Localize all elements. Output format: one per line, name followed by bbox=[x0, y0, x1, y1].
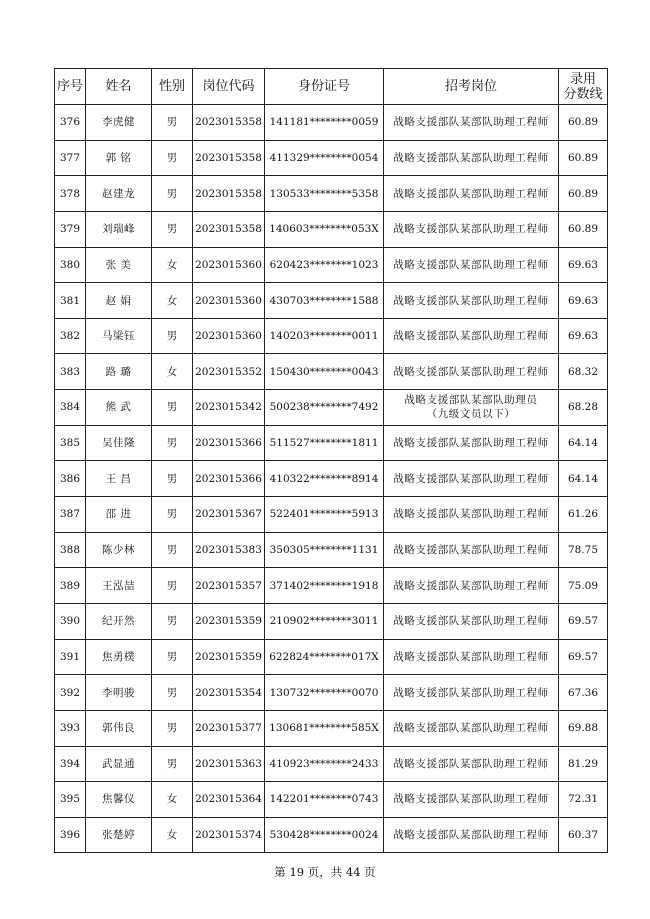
cell-gender: 男 bbox=[152, 211, 193, 247]
cell-score: 69.57 bbox=[559, 603, 608, 639]
cell-name: 张 美 bbox=[86, 247, 152, 283]
cell-gender: 男 bbox=[152, 532, 193, 568]
cell-score: 69.57 bbox=[559, 639, 608, 675]
cell-name: 郭 铭 bbox=[86, 140, 152, 176]
cell-gender: 男 bbox=[152, 425, 193, 461]
cell-post-code: 2023015354 bbox=[193, 675, 265, 711]
cell-id: 350305********1131 bbox=[265, 532, 384, 568]
cell-name: 赵 娟 bbox=[86, 283, 152, 319]
cell-score: 69.63 bbox=[559, 283, 608, 319]
cell-gender: 男 bbox=[152, 639, 193, 675]
cell-gender: 男 bbox=[152, 710, 193, 746]
cell-name: 马梁钰 bbox=[86, 318, 152, 354]
cell-position: 战略支援部队某部队助理工程师 bbox=[384, 211, 559, 247]
cell-name: 张楚婷 bbox=[86, 817, 152, 853]
cell-position-line1: 战略支援部队某部队助理员 bbox=[404, 394, 538, 407]
cell-id: 140203********0011 bbox=[265, 318, 384, 354]
cell-seq: 379 bbox=[55, 211, 86, 247]
cell-name: 刘瑞峰 bbox=[86, 211, 152, 247]
cell-position: 战略支援部队某部队助理工程师 bbox=[384, 461, 559, 497]
cell-post-code: 2023015360 bbox=[193, 283, 265, 319]
cell-id: 130533********5358 bbox=[265, 176, 384, 212]
cell-post-code: 2023015367 bbox=[193, 497, 265, 533]
cell-position: 战略支援部队某部队助理工程师 bbox=[384, 817, 559, 853]
cell-position: 战略支援部队某部队助理工程师 bbox=[384, 354, 559, 390]
cell-gender: 男 bbox=[152, 176, 193, 212]
cell-id: 530428********0024 bbox=[265, 817, 384, 853]
table-row bbox=[55, 461, 608, 497]
cell-name: 李明骏 bbox=[86, 675, 152, 711]
cell-post-code: 2023015364 bbox=[193, 782, 265, 818]
cell-score: 64.14 bbox=[559, 461, 608, 497]
table-row bbox=[55, 568, 608, 604]
cell-position: 战略支援部队某部队助理工程师 bbox=[384, 247, 559, 283]
cell-position: 战略支援部队某部队助理工程师 bbox=[384, 532, 559, 568]
cell-post-code: 2023015383 bbox=[193, 532, 265, 568]
cell-score: 64.14 bbox=[559, 425, 608, 461]
header-score-line1: 录用 bbox=[569, 71, 596, 87]
page-footer: 第 19 页，共 44 页 bbox=[274, 865, 376, 879]
cell-name: 熊 武 bbox=[86, 390, 152, 426]
cell-post-code: 2023015363 bbox=[193, 746, 265, 782]
table-row bbox=[55, 318, 608, 354]
cell-name: 郭伟良 bbox=[86, 710, 152, 746]
table-row bbox=[55, 675, 608, 711]
cell-seq: 383 bbox=[55, 354, 86, 390]
cell-seq: 384 bbox=[55, 390, 86, 426]
cell-score: 69.63 bbox=[559, 318, 608, 354]
cell-gender: 男 bbox=[152, 568, 193, 604]
cell-seq: 389 bbox=[55, 568, 86, 604]
cell-score: 68.32 bbox=[559, 354, 608, 390]
cell-seq: 382 bbox=[55, 318, 86, 354]
cell-gender: 男 bbox=[152, 675, 193, 711]
cell-gender: 女 bbox=[152, 247, 193, 283]
table-row bbox=[55, 283, 608, 319]
cell-score: 72.31 bbox=[559, 782, 608, 818]
cell-score: 60.89 bbox=[559, 211, 608, 247]
admission-table bbox=[54, 68, 608, 853]
cell-position: 战略支援部队某部队助理工程师 bbox=[384, 497, 559, 533]
cell-name: 王泓喆 bbox=[86, 568, 152, 604]
cell-seq: 385 bbox=[55, 425, 86, 461]
cell-post-code: 2023015358 bbox=[193, 105, 265, 141]
table-row bbox=[55, 532, 608, 568]
cell-post-code: 2023015374 bbox=[193, 817, 265, 853]
cell-post-code: 2023015366 bbox=[193, 461, 265, 497]
cell-id: 150430********0043 bbox=[265, 354, 384, 390]
cell-seq: 380 bbox=[55, 247, 86, 283]
cell-post-code: 2023015360 bbox=[193, 247, 265, 283]
cell-position: 战略支援部队某部队助理工程师 bbox=[384, 105, 559, 141]
cell-score: 60.89 bbox=[559, 105, 608, 141]
table-row bbox=[55, 211, 608, 247]
cell-gender: 男 bbox=[152, 390, 193, 426]
table-body bbox=[55, 105, 608, 853]
cell-name: 路 璐 bbox=[86, 354, 152, 390]
cell-post-code: 2023015358 bbox=[193, 211, 265, 247]
table-row bbox=[55, 746, 608, 782]
cell-position: 战略支援部队某部队助理工程师 bbox=[384, 140, 559, 176]
cell-id: 371402********1918 bbox=[265, 568, 384, 604]
cell-id: 511527********1811 bbox=[265, 425, 384, 461]
cell-score: 61.26 bbox=[559, 497, 608, 533]
cell-name: 武显通 bbox=[86, 746, 152, 782]
cell-seq: 395 bbox=[55, 782, 86, 818]
table-row bbox=[55, 497, 608, 533]
cell-gender: 男 bbox=[152, 105, 193, 141]
header-gender: 性别 bbox=[152, 69, 193, 105]
table-row bbox=[55, 390, 608, 426]
cell-id: 130681********585X bbox=[265, 710, 384, 746]
table-row bbox=[55, 710, 608, 746]
cell-post-code: 2023015352 bbox=[193, 354, 265, 390]
cell-score: 60.89 bbox=[559, 140, 608, 176]
cell-id: 141181********0059 bbox=[265, 105, 384, 141]
header-post-code: 岗位代码 bbox=[193, 69, 265, 105]
cell-position-line2: （九级文员以下） bbox=[426, 408, 516, 421]
cell-score: 60.37 bbox=[559, 817, 608, 853]
table-row bbox=[55, 105, 608, 141]
cell-name: 赵建龙 bbox=[86, 176, 152, 212]
cell-score: 81.29 bbox=[559, 746, 608, 782]
table-row bbox=[55, 247, 608, 283]
table-row bbox=[55, 176, 608, 212]
cell-name: 纪开然 bbox=[86, 603, 152, 639]
table-row bbox=[55, 817, 608, 853]
cell-score: 60.89 bbox=[559, 176, 608, 212]
cell-gender: 女 bbox=[152, 817, 193, 853]
cell-id: 130732********0070 bbox=[265, 675, 384, 711]
cell-score: 75.09 bbox=[559, 568, 608, 604]
cell-position: 战略支援部队某部队助理工程师 bbox=[384, 782, 559, 818]
cell-score: 67.36 bbox=[559, 675, 608, 711]
cell-name: 李虎健 bbox=[86, 105, 152, 141]
cell-position: 战略支援部队某部队助理工程师 bbox=[384, 568, 559, 604]
cell-seq: 376 bbox=[55, 105, 86, 141]
cell-gender: 男 bbox=[152, 497, 193, 533]
cell-position: 战略支援部队某部队助理工程师 bbox=[384, 603, 559, 639]
table-row bbox=[55, 782, 608, 818]
header-seq: 序号 bbox=[55, 69, 86, 105]
cell-name: 邵 进 bbox=[86, 497, 152, 533]
header-score-line2: 分数线 bbox=[563, 86, 603, 102]
cell-position: 战略支援部队某部队助理工程师 bbox=[384, 176, 559, 212]
cell-post-code: 2023015357 bbox=[193, 568, 265, 604]
cell-seq: 391 bbox=[55, 639, 86, 675]
cell-id: 620423********1023 bbox=[265, 247, 384, 283]
cell-score: 69.63 bbox=[559, 247, 608, 283]
cell-name: 吴佳隆 bbox=[86, 425, 152, 461]
cell-score: 69.88 bbox=[559, 710, 608, 746]
header-position: 招考岗位 bbox=[384, 69, 559, 105]
table-row bbox=[55, 603, 608, 639]
cell-seq: 396 bbox=[55, 817, 86, 853]
cell-id: 500238********7492 bbox=[265, 390, 384, 426]
cell-position: 战略支援部队某部队助理工程师 bbox=[384, 675, 559, 711]
cell-seq: 378 bbox=[55, 176, 86, 212]
cell-seq: 377 bbox=[55, 140, 86, 176]
cell-score: 68.28 bbox=[559, 390, 608, 426]
cell-gender: 女 bbox=[152, 354, 193, 390]
cell-id: 410322********8914 bbox=[265, 461, 384, 497]
cell-gender: 女 bbox=[152, 283, 193, 319]
header-name: 姓名 bbox=[86, 69, 152, 105]
cell-seq: 386 bbox=[55, 461, 86, 497]
cell-seq: 392 bbox=[55, 675, 86, 711]
cell-id: 411329********0054 bbox=[265, 140, 384, 176]
cell-post-code: 2023015366 bbox=[193, 425, 265, 461]
cell-id: 522401********5913 bbox=[265, 497, 384, 533]
cell-id: 140603********053X bbox=[265, 211, 384, 247]
header-score bbox=[559, 69, 608, 105]
cell-name: 焦馨仪 bbox=[86, 782, 152, 818]
cell-post-code: 2023015377 bbox=[193, 710, 265, 746]
cell-id: 142201********0743 bbox=[265, 782, 384, 818]
cell-post-code: 2023015358 bbox=[193, 140, 265, 176]
cell-score: 78.75 bbox=[559, 532, 608, 568]
cell-seq: 387 bbox=[55, 497, 86, 533]
cell-gender: 男 bbox=[152, 461, 193, 497]
cell-name: 王 昌 bbox=[86, 461, 152, 497]
cell-id: 622824********017X bbox=[265, 639, 384, 675]
cell-seq: 388 bbox=[55, 532, 86, 568]
cell-seq: 393 bbox=[55, 710, 86, 746]
cell-position: 战略支援部队某部队助理工程师 bbox=[384, 318, 559, 354]
cell-position: 战略支援部队某部队助理工程师 bbox=[384, 639, 559, 675]
cell-seq: 390 bbox=[55, 603, 86, 639]
cell-id: 410923********2433 bbox=[265, 746, 384, 782]
cell-seq: 381 bbox=[55, 283, 86, 319]
cell-gender: 男 bbox=[152, 318, 193, 354]
table-row bbox=[55, 354, 608, 390]
table-row bbox=[55, 639, 608, 675]
cell-position: 战略支援部队某部队助理工程师 bbox=[384, 283, 559, 319]
cell-post-code: 2023015358 bbox=[193, 176, 265, 212]
table-row bbox=[55, 140, 608, 176]
cell-seq: 394 bbox=[55, 746, 86, 782]
cell-gender: 男 bbox=[152, 603, 193, 639]
header-row bbox=[55, 69, 608, 105]
cell-gender: 男 bbox=[152, 746, 193, 782]
cell-name: 陈少林 bbox=[86, 532, 152, 568]
cell-position: 战略支援部队某部队助理工程师 bbox=[384, 710, 559, 746]
table-row bbox=[55, 425, 608, 461]
cell-post-code: 2023015342 bbox=[193, 390, 265, 426]
cell-position: 战略支援部队某部队助理工程师 bbox=[384, 425, 559, 461]
cell-gender: 男 bbox=[152, 140, 193, 176]
header-id: 身份证号 bbox=[265, 69, 384, 105]
cell-position bbox=[384, 390, 559, 426]
cell-id: 210902********3011 bbox=[265, 603, 384, 639]
cell-post-code: 2023015360 bbox=[193, 318, 265, 354]
cell-post-code: 2023015359 bbox=[193, 603, 265, 639]
cell-id: 430703********1588 bbox=[265, 283, 384, 319]
cell-post-code: 2023015359 bbox=[193, 639, 265, 675]
cell-gender: 女 bbox=[152, 782, 193, 818]
cell-name: 焦勇樸 bbox=[86, 639, 152, 675]
cell-position: 战略支援部队某部队助理工程师 bbox=[384, 746, 559, 782]
